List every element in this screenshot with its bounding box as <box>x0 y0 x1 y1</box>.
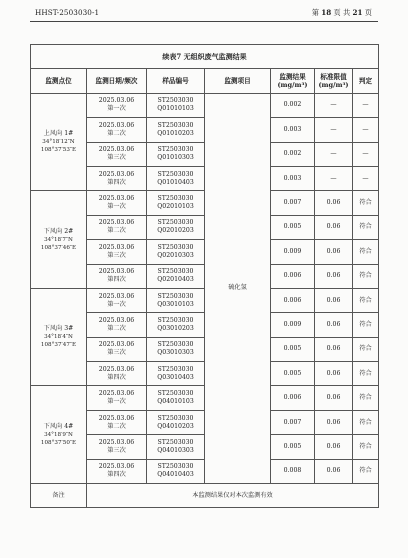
result-value: 0.006 <box>271 386 315 410</box>
result-value: 0.009 <box>271 240 315 264</box>
col-header-sample: 样品编号 <box>147 69 205 93</box>
sample-date: 2025.03.06 <box>98 97 135 105</box>
sample-id-line2: Q04010403 <box>157 471 194 479</box>
sample-frequency: 第四次 <box>107 276 126 284</box>
sample-id-line2: Q04010203 <box>157 422 194 430</box>
sample-date: 2025.03.06 <box>98 463 135 471</box>
point-latitude: 34°18′9″N <box>44 431 73 438</box>
limit-value: 0.06 <box>315 264 353 288</box>
date-frequency <box>87 215 147 239</box>
date-frequency <box>87 386 147 410</box>
col-header-result-label: 监测结果 <box>279 72 306 81</box>
monitoring-results-table <box>30 44 379 508</box>
sample-date: 2025.03.06 <box>98 414 135 422</box>
sample-frequency: 第二次 <box>107 227 126 235</box>
page-indicator <box>312 8 372 18</box>
sample-id <box>147 264 205 288</box>
note-text: 本监测结果仅对本次监测有效 <box>87 484 379 508</box>
sample-id-line2: Q02010303 <box>157 251 194 259</box>
date-frequency <box>87 362 147 386</box>
date-frequency <box>87 264 147 288</box>
point-name: 下风向 2# <box>43 227 74 235</box>
table-title: 续表7 无组织废气监测结果 <box>31 45 379 69</box>
date-frequency <box>87 313 147 337</box>
sample-date: 2025.03.06 <box>98 170 135 178</box>
result-value: 0.003 <box>271 166 315 190</box>
limit-value: — <box>315 142 353 166</box>
sample-id <box>147 337 205 361</box>
limit-value: 0.06 <box>315 191 353 215</box>
sample-frequency: 第四次 <box>107 178 126 186</box>
sample-id-line2: Q03010103 <box>157 300 194 308</box>
sample-frequency: 第三次 <box>107 446 126 454</box>
limit-value: 0.06 <box>315 435 353 459</box>
date-frequency <box>87 93 147 117</box>
sample-date: 2025.03.06 <box>98 390 135 398</box>
sample-frequency: 第一次 <box>107 300 126 308</box>
result-value: 0.005 <box>271 362 315 386</box>
sample-id-line1: ST2503030 <box>157 97 194 105</box>
limit-value: 0.06 <box>315 362 353 386</box>
point-latitude: 34°18′7″N <box>44 236 73 243</box>
limit-value: 0.06 <box>315 288 353 312</box>
result-value: 0.002 <box>271 93 315 117</box>
sample-id <box>147 386 205 410</box>
point-longitude: 108°37′47″E <box>40 342 77 349</box>
sample-date: 2025.03.06 <box>98 121 135 129</box>
monitoring-point <box>31 386 87 484</box>
point-longitude: 108°37′50″E <box>40 439 77 446</box>
sample-id-line1: ST2503030 <box>157 390 194 398</box>
result-value: 0.005 <box>271 435 315 459</box>
sample-date: 2025.03.06 <box>98 316 135 324</box>
sample-id-line1: ST2503030 <box>157 414 194 422</box>
sample-frequency: 第一次 <box>107 105 126 113</box>
sample-date: 2025.03.06 <box>98 146 135 154</box>
result-value: 0.005 <box>271 215 315 239</box>
sample-id-line2: Q03010403 <box>157 373 194 381</box>
result-value: 0.009 <box>271 313 315 337</box>
judgement: — <box>353 118 379 142</box>
sample-id <box>147 313 205 337</box>
sample-id <box>147 362 205 386</box>
sample-date: 2025.03.06 <box>98 219 135 227</box>
sample-id <box>147 142 205 166</box>
date-frequency <box>87 118 147 142</box>
sample-frequency: 第三次 <box>107 349 126 357</box>
sample-date: 2025.03.06 <box>98 365 135 373</box>
sample-id-line1: ST2503030 <box>157 316 194 324</box>
limit-value: — <box>315 93 353 117</box>
sample-id-line2: Q03010203 <box>157 324 194 332</box>
sample-frequency: 第四次 <box>107 373 126 381</box>
date-frequency <box>87 240 147 264</box>
judgement: 符合 <box>353 362 379 386</box>
judgement: 符合 <box>353 288 379 312</box>
sample-id-line1: ST2503030 <box>157 121 194 129</box>
sample-id-line2: Q01010103 <box>157 105 194 113</box>
limit-value: 0.06 <box>315 215 353 239</box>
table-row <box>31 93 379 117</box>
sample-frequency: 第二次 <box>107 129 126 137</box>
sample-frequency: 第二次 <box>107 324 126 332</box>
judgement: 符合 <box>353 459 379 483</box>
limit-value: 0.06 <box>315 410 353 434</box>
sample-date: 2025.03.06 <box>98 195 135 203</box>
monitoring-item: 硫化氢 <box>205 93 271 483</box>
sample-id-line1: ST2503030 <box>157 268 194 276</box>
date-frequency <box>87 142 147 166</box>
sample-id <box>147 93 205 117</box>
sample-id <box>147 240 205 264</box>
sample-id-line2: Q01010203 <box>157 129 194 137</box>
col-header-result-unit: (mg/m³) <box>277 81 308 90</box>
col-header-point: 监测点位 <box>31 69 87 93</box>
point-longitude: 108°37′53″E <box>40 147 77 154</box>
sample-date: 2025.03.06 <box>98 268 135 276</box>
sample-id-line2: Q02010203 <box>157 227 194 235</box>
sample-id <box>147 459 205 483</box>
sample-id-line1: ST2503030 <box>157 146 194 154</box>
result-value: 0.002 <box>271 142 315 166</box>
monitoring-point <box>31 288 87 386</box>
result-value: 0.006 <box>271 264 315 288</box>
limit-value: 0.06 <box>315 240 353 264</box>
sample-id <box>147 191 205 215</box>
sample-id <box>147 435 205 459</box>
point-name: 下风向 3# <box>43 325 74 333</box>
page-suffix: 页 <box>364 8 372 17</box>
result-value: 0.006 <box>271 288 315 312</box>
sample-id-line1: ST2503030 <box>157 463 194 471</box>
point-name: 上风向 1# <box>43 130 74 138</box>
sample-id-line2: Q01010303 <box>157 154 194 162</box>
page-header <box>0 7 408 23</box>
judgement: 符合 <box>353 410 379 434</box>
result-value: 0.008 <box>271 459 315 483</box>
sample-id-line1: ST2503030 <box>157 170 194 178</box>
limit-value: 0.06 <box>315 386 353 410</box>
judgement: — <box>353 93 379 117</box>
header-rule <box>30 21 378 22</box>
date-frequency <box>87 459 147 483</box>
result-value: 0.005 <box>271 337 315 361</box>
sample-frequency: 第二次 <box>107 422 126 430</box>
col-header-item: 监测项目 <box>205 69 271 93</box>
limit-value: 0.06 <box>315 459 353 483</box>
col-header-result <box>271 69 315 93</box>
sample-id-line1: ST2503030 <box>157 438 194 446</box>
sample-id-line2: Q04010303 <box>157 446 194 454</box>
date-frequency <box>87 337 147 361</box>
sample-date: 2025.03.06 <box>98 341 135 349</box>
sample-id <box>147 215 205 239</box>
judgement: 符合 <box>353 386 379 410</box>
result-value: 0.007 <box>271 410 315 434</box>
sample-frequency: 第一次 <box>107 398 126 406</box>
page-prefix: 第 <box>311 8 319 17</box>
sample-id-line2: Q02010403 <box>157 276 194 284</box>
sample-id-line1: ST2503030 <box>157 341 194 349</box>
limit-value: — <box>315 118 353 142</box>
result-value: 0.003 <box>271 118 315 142</box>
judgement: 符合 <box>353 240 379 264</box>
point-latitude: 34°18′12″N <box>42 139 75 146</box>
sample-id <box>147 118 205 142</box>
sample-frequency: 第三次 <box>107 154 126 162</box>
point-longitude: 108°37′46″E <box>40 244 77 251</box>
sample-id-line1: ST2503030 <box>157 292 194 300</box>
monitoring-point <box>31 191 87 289</box>
date-frequency <box>87 435 147 459</box>
sample-id-line2: Q02010103 <box>157 203 194 211</box>
limit-value: 0.06 <box>315 313 353 337</box>
sample-id-line2: Q04010103 <box>157 398 194 406</box>
judgement: — <box>353 142 379 166</box>
date-frequency <box>87 288 147 312</box>
sample-frequency: 第一次 <box>107 203 126 211</box>
sample-id <box>147 288 205 312</box>
point-latitude: 34°18′4″N <box>44 334 73 341</box>
sample-id <box>147 166 205 190</box>
page-total: 21 <box>352 8 363 17</box>
sample-id-line2: Q01010403 <box>157 178 194 186</box>
sample-date: 2025.03.06 <box>98 243 135 251</box>
sample-frequency: 第三次 <box>107 251 126 259</box>
limit-value: — <box>315 166 353 190</box>
sample-date: 2025.03.06 <box>98 438 135 446</box>
sample-id-line1: ST2503030 <box>157 365 194 373</box>
page-mid: 页 共 <box>333 8 351 17</box>
date-frequency <box>87 166 147 190</box>
sample-date: 2025.03.06 <box>98 292 135 300</box>
col-header-limit-unit: (mg/m³) <box>318 81 349 90</box>
sample-id-line1: ST2503030 <box>157 243 194 251</box>
date-frequency <box>87 191 147 215</box>
result-value: 0.007 <box>271 191 315 215</box>
col-header-limit-label: 标准限值 <box>320 72 347 81</box>
sample-id <box>147 410 205 434</box>
judgement: 符合 <box>353 191 379 215</box>
monitoring-point <box>31 93 87 191</box>
sample-id-line1: ST2503030 <box>157 195 194 203</box>
judgement: 符合 <box>353 215 379 239</box>
limit-value: 0.06 <box>315 337 353 361</box>
col-header-date: 监测日期/频次 <box>87 69 147 93</box>
sample-frequency: 第四次 <box>107 471 126 479</box>
date-frequency <box>87 410 147 434</box>
report-number: HHST-2503030-1 <box>35 8 100 17</box>
sample-id-line1: ST2503030 <box>157 219 194 227</box>
judgement: 符合 <box>353 435 379 459</box>
col-header-limit <box>315 69 353 93</box>
judgement: 符合 <box>353 337 379 361</box>
col-header-judge: 判定 <box>353 69 379 93</box>
note-label: 备注 <box>31 484 87 508</box>
sample-id-line2: Q03010303 <box>157 349 194 357</box>
judgement: — <box>353 166 379 190</box>
point-name: 下风向 4# <box>43 422 74 430</box>
page-current: 18 <box>321 8 332 17</box>
judgement: 符合 <box>353 313 379 337</box>
judgement: 符合 <box>353 264 379 288</box>
